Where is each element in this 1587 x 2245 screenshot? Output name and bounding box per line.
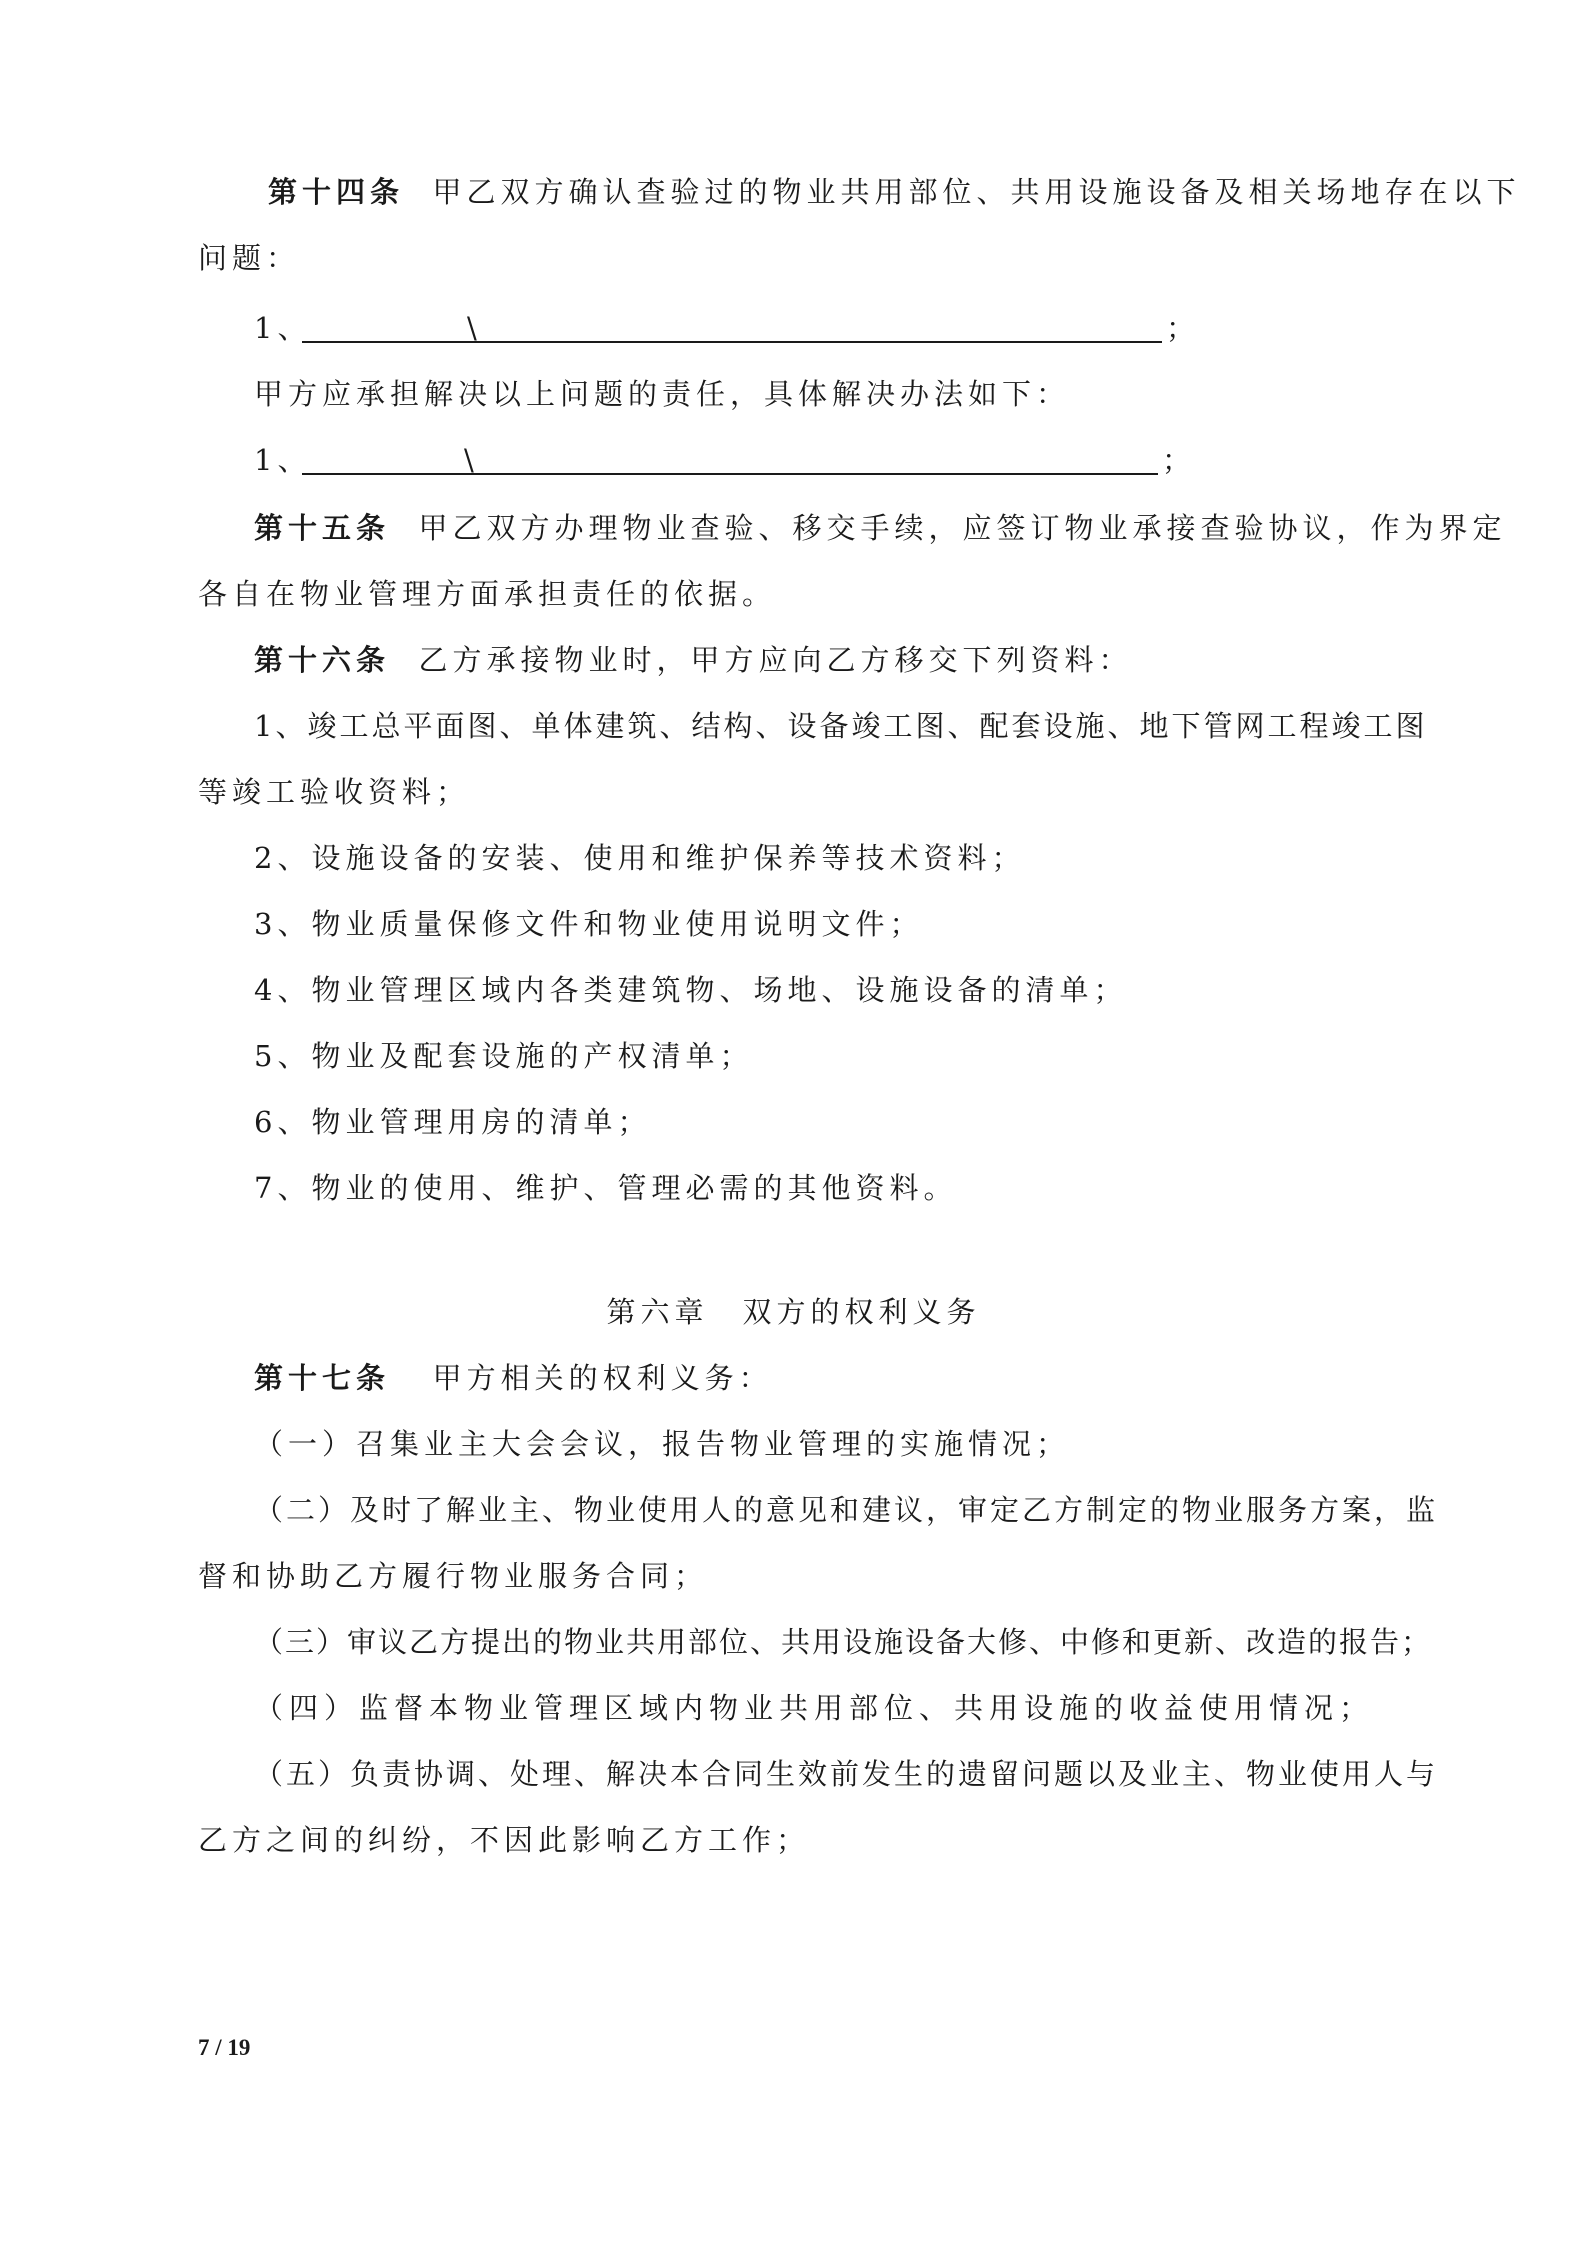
article17-item3: （三）审议乙方提出的物业共用部位、共用设施设备大修、中修和更新、改造的报告； — [254, 1625, 1433, 1659]
article16-item1-line2: 等竣工验收资料； — [198, 775, 471, 809]
blank1-suffix: ； — [1166, 311, 1196, 345]
article17-item5-line1: （五）负责协调、处理、解决本合同生效前发生的遗留问题以及业主、物业使用人与 — [254, 1757, 1439, 1791]
article17-item1: （一）召集业主大会会议，报告物业管理的实施情况； — [254, 1427, 1071, 1461]
article14-blank2 — [254, 440, 1194, 480]
article16-intro: 乙方承接物业时，甲方应向乙方移交下列资料： — [418, 643, 1133, 677]
article16-item1-line1: 1、竣工总平面图、单体建筑、结构、设备竣工图、配套设施、地下管网工程竣工图 — [254, 709, 1428, 743]
article15-line2: 各自在物业管理方面承担责任的依据。 — [198, 577, 777, 611]
article15-text1: 甲乙双方办理物业查验、移交手续，应签订物业承接查验协议，作为界定 — [418, 511, 1507, 545]
article16-item4: 4、物业管理区域内各类建筑物、场地、设施设备的清单； — [254, 973, 1128, 1007]
chapter6-title: 第六章 双方的权利义务 — [606, 1295, 981, 1329]
article17-item2-line2: 督和协助乙方履行物业服务合同； — [198, 1559, 709, 1593]
blank2-prefix: 1、 — [254, 443, 312, 477]
article14-text1: 甲乙双方确认查验过的物业共用部位、共用设施设备及相关场地存在以下 — [432, 175, 1521, 209]
blank2-underline — [302, 473, 1158, 475]
article17-item5-line2: 乙方之间的纠纷，不因此影响乙方工作； — [198, 1823, 811, 1857]
article14-resolve: 甲方应承担解决以上问题的责任，具体解决办法如下： — [254, 377, 1071, 411]
blank2-content: \ — [464, 443, 474, 477]
article16-heading: 第十六条 — [254, 643, 391, 677]
blank2-suffix: ； — [1162, 443, 1192, 477]
blank1-underline — [302, 341, 1162, 343]
article15-heading: 第十五条 — [254, 511, 391, 545]
article17-intro: 甲方相关的权利义务： — [432, 1361, 773, 1395]
article16-item7: 7、物业的使用、维护、管理必需的其他资料。 — [254, 1171, 958, 1205]
page-number: 7 / 19 — [198, 2035, 251, 2060]
article17-intro-line — [254, 1358, 773, 1398]
article14-blank1 — [254, 308, 1194, 348]
article14-heading: 第十四条 — [268, 175, 405, 209]
article17-item4: （四）监督本物业管理区域内物业共用部位、共用设施的收益使用情况； — [254, 1691, 1375, 1725]
article17-item2-line1: （二）及时了解业主、物业使用人的意见和建议，审定乙方制定的物业服务方案，监 — [254, 1493, 1439, 1527]
article16-item2: 2、设施设备的安装、使用和维护保养等技术资料； — [254, 841, 1026, 875]
article17-heading: 第十七条 — [254, 1361, 391, 1395]
blank1-prefix: 1、 — [254, 311, 312, 345]
article16-intro-line — [254, 640, 1132, 680]
article14-line1 — [268, 172, 1520, 212]
blank1-content: \ — [467, 311, 477, 345]
article16-item5: 5、物业及配套设施的产权清单； — [254, 1039, 754, 1073]
article15-line1 — [254, 508, 1506, 548]
article16-item3: 3、物业质量保修文件和物业使用说明文件； — [254, 907, 924, 941]
article14-line2: 问题： — [198, 241, 301, 275]
article16-item6: 6、物业管理用房的清单； — [254, 1105, 652, 1139]
